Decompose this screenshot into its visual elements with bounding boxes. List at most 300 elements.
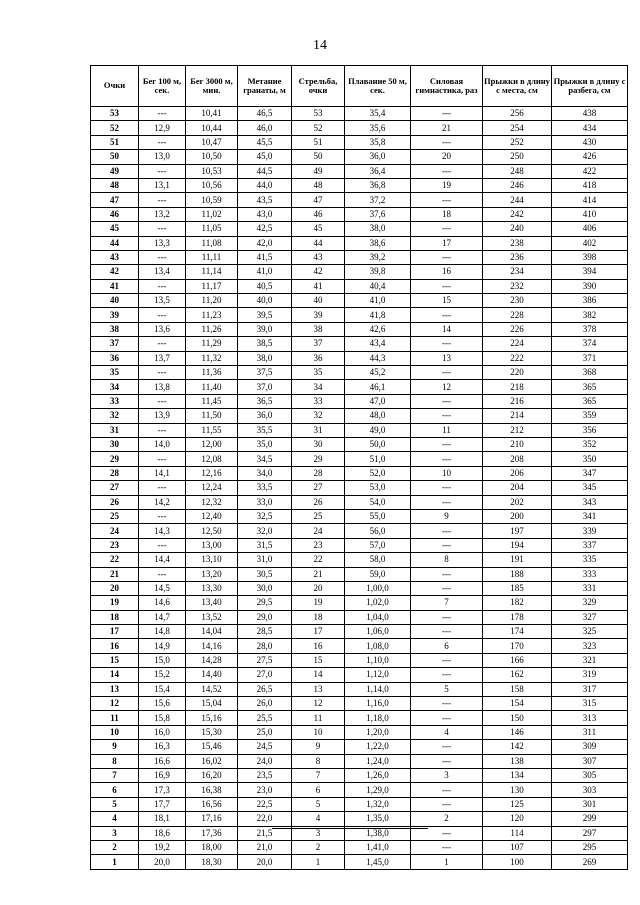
table-cell: 15,46 <box>186 740 238 754</box>
table-cell: 23,0 <box>238 783 292 797</box>
table-cell: 37,5 <box>238 366 292 380</box>
table-cell: 185 <box>483 581 552 595</box>
table-cell: 248 <box>483 164 552 178</box>
table-cell: 28,5 <box>238 625 292 639</box>
points-cell: 42 <box>91 265 139 279</box>
table-cell: 31 <box>292 423 345 437</box>
points-cell: 37 <box>91 337 139 351</box>
table-cell: 56,0 <box>345 524 411 538</box>
table-cell: 20,0 <box>238 855 292 869</box>
table-cell: 41 <box>292 279 345 293</box>
table-cell: 13,0 <box>139 150 186 164</box>
table-row <box>91 135 628 149</box>
table-cell: 1,38,0 <box>345 826 411 840</box>
table-cell: 7 <box>292 768 345 782</box>
table-cell: 333 <box>552 567 628 581</box>
points-cell: 2 <box>91 840 139 854</box>
table-cell: 46,0 <box>238 121 292 135</box>
table-cell: 19,2 <box>139 840 186 854</box>
table-cell: 142 <box>483 740 552 754</box>
table-cell: 390 <box>552 279 628 293</box>
table-cell: 36,4 <box>345 164 411 178</box>
points-cell: 41 <box>91 279 139 293</box>
table-cell: 16,02 <box>186 754 238 768</box>
table-cell: 25,5 <box>238 711 292 725</box>
table-cell: 33,5 <box>238 481 292 495</box>
table-cell: --- <box>139 337 186 351</box>
table-row <box>91 625 628 639</box>
footer-rule <box>272 828 428 829</box>
table-row <box>91 164 628 178</box>
points-cell: 49 <box>91 164 139 178</box>
table-cell: 15,2 <box>139 668 186 682</box>
table-cell: 14,7 <box>139 610 186 624</box>
table-cell: 191 <box>483 553 552 567</box>
points-cell: 23 <box>91 538 139 552</box>
table-cell: 10,44 <box>186 121 238 135</box>
points-cell: 3 <box>91 826 139 840</box>
table-cell: --- <box>411 394 483 408</box>
table-row <box>91 294 628 308</box>
table-cell: 25,0 <box>238 725 292 739</box>
header-standing-long-jump: Прыжки в длину с места, см <box>483 66 552 107</box>
table-cell: 9 <box>411 509 483 523</box>
table-cell: --- <box>139 135 186 149</box>
table-cell: --- <box>411 495 483 509</box>
table-cell: 11,20 <box>186 294 238 308</box>
table-cell: 325 <box>552 625 628 639</box>
table-cell: 100 <box>483 855 552 869</box>
table-cell: --- <box>139 222 186 236</box>
table-cell: 13,9 <box>139 409 186 423</box>
table-row <box>91 150 628 164</box>
table-cell: 49,0 <box>345 423 411 437</box>
table-cell: 10,56 <box>186 178 238 192</box>
table-cell: 53,0 <box>345 481 411 495</box>
table-row <box>91 783 628 797</box>
table-cell: 13,20 <box>186 567 238 581</box>
table-cell: 359 <box>552 409 628 423</box>
table-cell: 16 <box>411 265 483 279</box>
table-cell: 39 <box>292 308 345 322</box>
table-cell: 13,52 <box>186 610 238 624</box>
table-cell: 48 <box>292 178 345 192</box>
table-cell: 29,0 <box>238 610 292 624</box>
page-number: 14 <box>313 38 327 53</box>
table-cell: 10,47 <box>186 135 238 149</box>
points-cell: 39 <box>91 308 139 322</box>
table-cell: --- <box>411 668 483 682</box>
points-cell: 36 <box>91 351 139 365</box>
table-cell: 47 <box>292 193 345 207</box>
table-cell: 197 <box>483 524 552 538</box>
table-cell: 242 <box>483 207 552 221</box>
points-cell: 25 <box>91 509 139 523</box>
table-cell: --- <box>411 797 483 811</box>
table-cell: 20,0 <box>139 855 186 869</box>
table-cell: 1,22,0 <box>345 740 411 754</box>
table-cell: 120 <box>483 812 552 826</box>
table-cell: 13,10 <box>186 553 238 567</box>
points-cell: 1 <box>91 855 139 869</box>
table-cell: 1,04,0 <box>345 610 411 624</box>
table-cell: 28,0 <box>238 639 292 653</box>
points-cell: 20 <box>91 581 139 595</box>
table-cell: 36,0 <box>345 150 411 164</box>
table-cell: 18 <box>411 207 483 221</box>
table-cell: 11,55 <box>186 423 238 437</box>
table-cell: 30,0 <box>238 581 292 595</box>
table-cell: 37 <box>292 337 345 351</box>
points-cell: 22 <box>91 553 139 567</box>
table-row <box>91 107 628 121</box>
table-cell: 36,5 <box>238 394 292 408</box>
table-cell: 35 <box>292 366 345 380</box>
table-cell: 2 <box>292 840 345 854</box>
table-cell: 14,16 <box>186 639 238 653</box>
table-cell: 14,9 <box>139 639 186 653</box>
header-run-3000m: Бег 3000 м, мин. <box>186 66 238 107</box>
table-cell: 38,6 <box>345 236 411 250</box>
table-cell: 11,36 <box>186 366 238 380</box>
table-cell: 365 <box>552 394 628 408</box>
table-row <box>91 668 628 682</box>
table-cell: 178 <box>483 610 552 624</box>
table-cell: 347 <box>552 466 628 480</box>
table-cell: 32 <box>292 409 345 423</box>
points-cell: 18 <box>91 610 139 624</box>
points-cell: 47 <box>91 193 139 207</box>
table-cell: 323 <box>552 639 628 653</box>
table-cell: 299 <box>552 812 628 826</box>
table-cell: --- <box>411 625 483 639</box>
table-cell: 37,0 <box>238 380 292 394</box>
table-cell: 434 <box>552 121 628 135</box>
table-cell: --- <box>139 509 186 523</box>
points-cell: 14 <box>91 668 139 682</box>
table-cell: 3 <box>292 826 345 840</box>
table-cell: --- <box>411 740 483 754</box>
table-cell: 16,38 <box>186 783 238 797</box>
table-cell: --- <box>411 826 483 840</box>
table-cell: 1,06,0 <box>345 625 411 639</box>
table-cell: 15 <box>292 653 345 667</box>
points-cell: 9 <box>91 740 139 754</box>
table-cell: 13,3 <box>139 236 186 250</box>
table-cell: 10,41 <box>186 107 238 121</box>
table-cell: 317 <box>552 682 628 696</box>
table-cell: 11,32 <box>186 351 238 365</box>
table-cell: 41,5 <box>238 250 292 264</box>
points-cell: 53 <box>91 107 139 121</box>
table-cell: 18,6 <box>139 826 186 840</box>
table-cell: 10,59 <box>186 193 238 207</box>
table-cell: --- <box>411 783 483 797</box>
table-cell: --- <box>139 279 186 293</box>
table-cell: 1,32,0 <box>345 797 411 811</box>
table-cell: 17,3 <box>139 783 186 797</box>
table-cell: 44 <box>292 236 345 250</box>
table-cell: 14,0 <box>139 437 186 451</box>
table-cell: 21,0 <box>238 840 292 854</box>
table-cell: 162 <box>483 668 552 682</box>
table-cell: 42,5 <box>238 222 292 236</box>
header-running-long-jump: Прыжки в длину с разбега, см <box>552 66 628 107</box>
table-cell: 301 <box>552 797 628 811</box>
table-cell: 27,0 <box>238 668 292 682</box>
table-cell: 410 <box>552 207 628 221</box>
table-cell: 38,5 <box>238 337 292 351</box>
table-row <box>91 653 628 667</box>
table-row <box>91 121 628 135</box>
table-cell: 43,0 <box>238 207 292 221</box>
table-cell: 15,04 <box>186 697 238 711</box>
table-row <box>91 797 628 811</box>
table-cell: 13,40 <box>186 596 238 610</box>
table-cell: 11,02 <box>186 207 238 221</box>
table-cell: 40,0 <box>238 294 292 308</box>
points-cell: 11 <box>91 711 139 725</box>
table-cell: 240 <box>483 222 552 236</box>
table-cell: 18,00 <box>186 840 238 854</box>
points-cell: 45 <box>91 222 139 236</box>
points-cell: 46 <box>91 207 139 221</box>
table-cell: 230 <box>483 294 552 308</box>
table-cell: 13,30 <box>186 581 238 595</box>
table-cell: 11,26 <box>186 322 238 336</box>
table-cell: 1,41,0 <box>345 840 411 854</box>
table-cell: 51 <box>292 135 345 149</box>
table-row <box>91 567 628 581</box>
points-cell: 16 <box>91 639 139 653</box>
table-cell: 174 <box>483 625 552 639</box>
table-cell: 374 <box>552 337 628 351</box>
table-cell: 45,5 <box>238 135 292 149</box>
table-cell: 14,5 <box>139 581 186 595</box>
table-cell: 212 <box>483 423 552 437</box>
table-cell: 21,5 <box>238 826 292 840</box>
table-cell: 40,5 <box>238 279 292 293</box>
table-cell: 134 <box>483 768 552 782</box>
table-cell: 406 <box>552 222 628 236</box>
table-cell: 15,30 <box>186 725 238 739</box>
table-cell: 23 <box>292 538 345 552</box>
table-cell: 150 <box>483 711 552 725</box>
table-cell: 35,8 <box>345 135 411 149</box>
table-cell: 11,23 <box>186 308 238 322</box>
table-cell: 256 <box>483 107 552 121</box>
header-points: Очки <box>91 66 139 107</box>
table-cell: 11,08 <box>186 236 238 250</box>
points-cell: 28 <box>91 466 139 480</box>
table-cell: 52 <box>292 121 345 135</box>
table-cell: 13,2 <box>139 207 186 221</box>
table-cell: 14,2 <box>139 495 186 509</box>
table-row <box>91 250 628 264</box>
table-cell: 204 <box>483 481 552 495</box>
table-cell: --- <box>411 222 483 236</box>
table-cell: 46,1 <box>345 380 411 394</box>
table-cell: 14 <box>411 322 483 336</box>
table-cell: 125 <box>483 797 552 811</box>
table-cell: 232 <box>483 279 552 293</box>
table-cell: 12,24 <box>186 481 238 495</box>
table-cell: 1 <box>411 855 483 869</box>
table-cell: 23,5 <box>238 768 292 782</box>
table-cell: 331 <box>552 581 628 595</box>
table-cell: 307 <box>552 754 628 768</box>
table-cell: 426 <box>552 150 628 164</box>
table-cell: 12 <box>292 697 345 711</box>
table-cell: 16,56 <box>186 797 238 811</box>
table-cell: 17,16 <box>186 812 238 826</box>
table-cell: 53 <box>292 107 345 121</box>
table-cell: 13 <box>292 682 345 696</box>
table-cell: 1,45,0 <box>345 855 411 869</box>
points-cell: 52 <box>91 121 139 135</box>
table-cell: 18,30 <box>186 855 238 869</box>
table-cell: 11,40 <box>186 380 238 394</box>
table-cell: 4 <box>411 725 483 739</box>
table-cell: 200 <box>483 509 552 523</box>
table-cell: 218 <box>483 380 552 394</box>
points-cell: 34 <box>91 380 139 394</box>
table-cell: 5 <box>292 797 345 811</box>
header-shooting: Стрельба, очки <box>292 66 345 107</box>
table-cell: 210 <box>483 437 552 451</box>
table-cell: 329 <box>552 596 628 610</box>
table-cell: 10 <box>292 725 345 739</box>
table-cell: 12,16 <box>186 466 238 480</box>
table-cell: 250 <box>483 150 552 164</box>
table-cell: 224 <box>483 337 552 351</box>
points-cell: 38 <box>91 322 139 336</box>
table-cell: 1,18,0 <box>345 711 411 725</box>
table-cell: 244 <box>483 193 552 207</box>
table-cell: 17 <box>292 625 345 639</box>
table-cell: 222 <box>483 351 552 365</box>
table-cell: 36 <box>292 351 345 365</box>
table-row <box>91 596 628 610</box>
table-cell: 208 <box>483 452 552 466</box>
table-cell: 16,3 <box>139 740 186 754</box>
table-cell: 20 <box>292 581 345 595</box>
table-cell: 1,12,0 <box>345 668 411 682</box>
table-cell: 24 <box>292 524 345 538</box>
points-cell: 8 <box>91 754 139 768</box>
table-cell: 188 <box>483 567 552 581</box>
table-cell: 352 <box>552 437 628 451</box>
table-cell: --- <box>411 481 483 495</box>
table-cell: 182 <box>483 596 552 610</box>
table-cell: 29,5 <box>238 596 292 610</box>
table-cell: 234 <box>483 265 552 279</box>
points-cell: 17 <box>91 625 139 639</box>
points-cell: 51 <box>91 135 139 149</box>
table-cell: 34,5 <box>238 452 292 466</box>
table-row <box>91 553 628 567</box>
table-row <box>91 452 628 466</box>
table-cell: 48,0 <box>345 409 411 423</box>
table-cell: 1,10,0 <box>345 653 411 667</box>
table-cell: 50,0 <box>345 437 411 451</box>
table-row <box>91 178 628 192</box>
table-cell: --- <box>411 754 483 768</box>
points-cell: 31 <box>91 423 139 437</box>
table-cell: 313 <box>552 711 628 725</box>
table-cell: 11 <box>292 711 345 725</box>
table-cell: 315 <box>552 697 628 711</box>
table-cell: 206 <box>483 466 552 480</box>
table-cell: --- <box>411 193 483 207</box>
table-cell: 41,0 <box>238 265 292 279</box>
table-cell: 12,08 <box>186 452 238 466</box>
table-cell: 19 <box>411 178 483 192</box>
table-row <box>91 236 628 250</box>
table-row <box>91 481 628 495</box>
table-cell: 402 <box>552 236 628 250</box>
table-cell: 31,0 <box>238 553 292 567</box>
table-cell: 32,5 <box>238 509 292 523</box>
table-cell: 15,0 <box>139 653 186 667</box>
points-cell: 5 <box>91 797 139 811</box>
table-row <box>91 581 628 595</box>
table-cell: --- <box>139 250 186 264</box>
table-cell: 16,6 <box>139 754 186 768</box>
table-cell: 17,7 <box>139 797 186 811</box>
table-cell: 11,50 <box>186 409 238 423</box>
table-cell: 1,24,0 <box>345 754 411 768</box>
table-row <box>91 697 628 711</box>
table-cell: 414 <box>552 193 628 207</box>
table-cell: 107 <box>483 840 552 854</box>
table-cell: 30 <box>292 437 345 451</box>
table-row <box>91 812 628 826</box>
table-cell: --- <box>411 409 483 423</box>
table-cell: 3 <box>411 768 483 782</box>
table-cell: 24,5 <box>238 740 292 754</box>
table-cell: 13 <box>411 351 483 365</box>
points-cell: 21 <box>91 567 139 581</box>
table-row <box>91 768 628 782</box>
table-cell: --- <box>411 452 483 466</box>
table-cell: 216 <box>483 394 552 408</box>
table-cell: 27,5 <box>238 653 292 667</box>
table-cell: 6 <box>411 639 483 653</box>
table-cell: --- <box>139 308 186 322</box>
points-cell: 26 <box>91 495 139 509</box>
table-cell: --- <box>411 164 483 178</box>
table-cell: 41,0 <box>345 294 411 308</box>
points-cell: 32 <box>91 409 139 423</box>
table-cell: 1,20,0 <box>345 725 411 739</box>
table-cell: 42,6 <box>345 322 411 336</box>
points-cell: 50 <box>91 150 139 164</box>
table-cell: 11,29 <box>186 337 238 351</box>
table-cell: 146 <box>483 725 552 739</box>
table-cell: 311 <box>552 725 628 739</box>
table-cell: --- <box>411 337 483 351</box>
table-cell: 9 <box>292 740 345 754</box>
points-cell: 24 <box>91 524 139 538</box>
table-cell: 14,52 <box>186 682 238 696</box>
points-cell: 35 <box>91 366 139 380</box>
table-cell: 15,6 <box>139 697 186 711</box>
table-cell: 26,5 <box>238 682 292 696</box>
table-cell: --- <box>139 567 186 581</box>
table-cell: 45,0 <box>238 150 292 164</box>
table-cell: 252 <box>483 135 552 149</box>
